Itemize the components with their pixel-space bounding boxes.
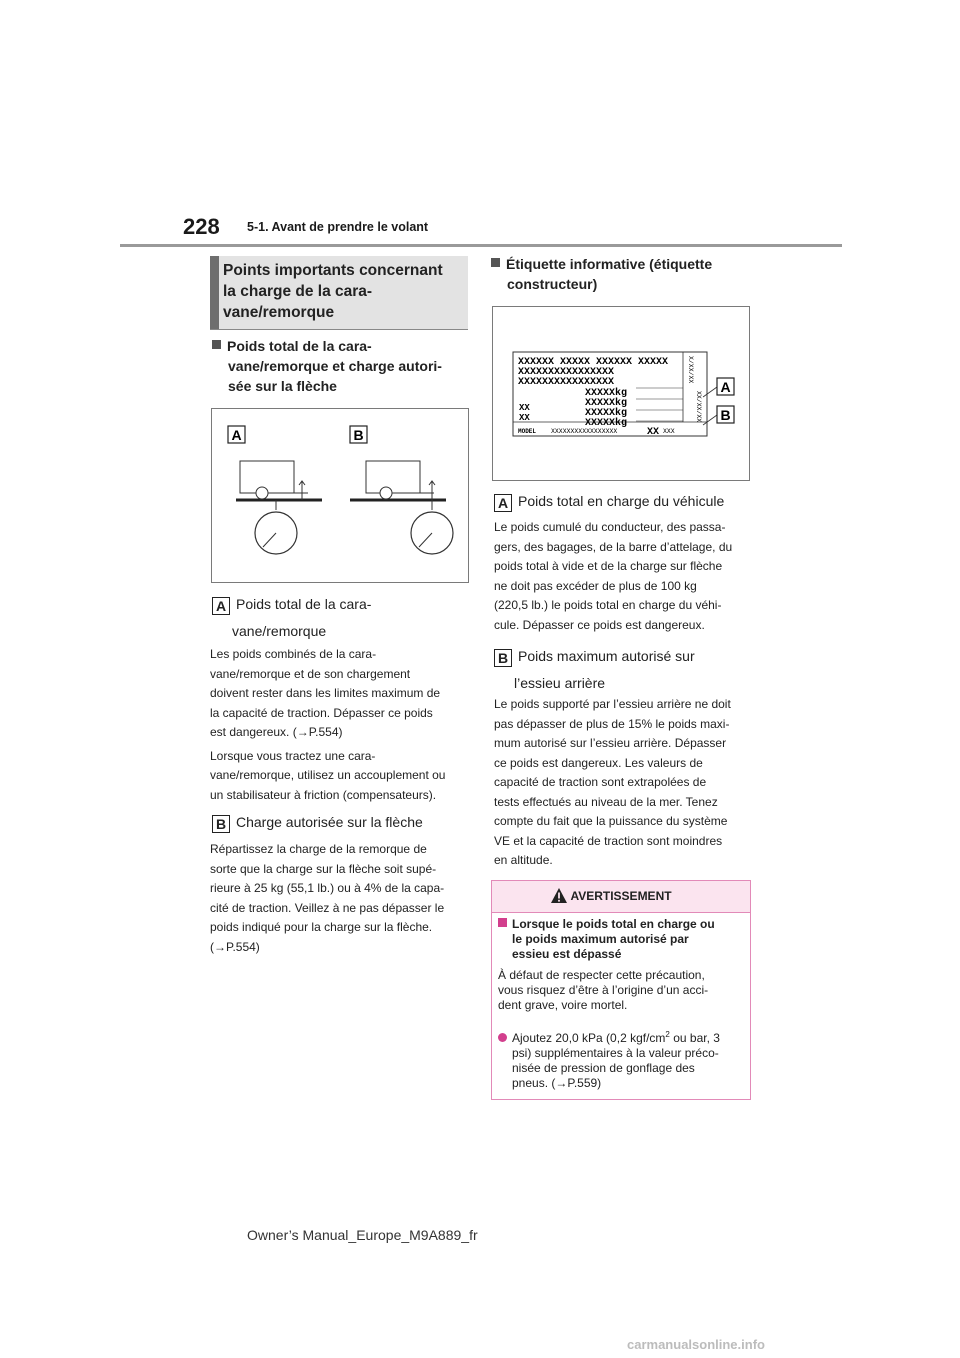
watermark: carmanualsonline.info [627,1337,765,1352]
plate-kg-row: XXXXXkg [585,408,628,419]
plate-kg-row: XXXXXkg [585,418,628,429]
para-line: mum autorisé sur l’essieu arrière. Dépasser [494,736,727,750]
warning-head-line: essieu est dépassé [512,947,622,961]
topic-bar [210,256,219,329]
trailer-figure [211,408,469,583]
right-item-a-label [494,491,764,512]
warning-header [492,881,750,913]
section-title: 5-1. Avant de prendre le volant [247,220,429,234]
left-subheading [212,336,472,396]
para-line: Le poids cumulé du conducteur, des passa- [494,520,726,534]
para-line: Répartissez la charge de la remorque de [210,842,427,856]
plate-callout-b: B [720,407,731,423]
right-item-b-paragraph [494,695,760,871]
para-line: poids indiqué pour la charge sur la flèche. [210,920,433,934]
plate-row: XXXXXXXXXXXXXXXX [518,367,615,378]
para-line: compte du fait que la puissance du système [494,814,728,828]
warning-title: AVERTISSEMENT [570,889,672,903]
subhead-line: vane/remorque et charge autori- [228,358,442,374]
item-label-line: Poids total de la cara- [236,596,372,612]
letter-a-box: A [494,494,512,512]
trailer-a-icon [236,461,322,554]
topic-title-line: la charge de la cara- [223,283,373,300]
topic-title-line: vane/remorque [223,304,335,321]
para-line: pas dépasser de plus de 15% le poids maxi- [494,716,730,731]
right-subheading [491,254,761,294]
para-line: vane/remorque, utilisez un accouplement ou [210,768,446,782]
para-line: (220,5 lb.) le poids total en charge du véhi- [494,598,722,612]
square-bullet-icon [491,258,500,267]
plate-side-col: X/XX/XX [687,356,694,384]
info-label-figure [492,306,750,481]
warning-bullet-line: pneus. (→P.559) [512,1076,602,1090]
plate-model-value: XXXXXXXXXXXXXXXXX [551,428,618,435]
warning-body [498,968,746,1013]
para-line: doivent rester dans les limites maximum de [210,686,441,700]
document-footer: Owner’s Manual_Europe_M9A889_fr [247,1227,478,1243]
figure-label-a: A [231,427,242,443]
warning-body-line: À défaut de respecter cette précaution, [498,968,705,982]
para-line: Lorsque vous tractez une cara- [210,748,376,763]
para-line: vane/remorque et de son chargement [210,666,411,681]
plate-model-label: MODEL [518,428,537,435]
left-item-b-paragraph [210,840,472,957]
warning-box [491,880,751,1100]
manufacturer-plate-illustration [493,307,749,480]
para-line: VE et la capacité de traction sont moindres [494,833,723,848]
page-number: 228 [183,214,220,239]
plate-kg-row: XXXXXkg [585,398,628,409]
warning-body-line: dent grave, voire mortel. [498,998,628,1012]
warning-heading [498,917,746,962]
para-line: Le poids supporté par l’essieu arrière ne doit [494,697,731,711]
warning-bullet-text: Ajoutez 20,0 kPa (0,2 kgf/cm [512,1031,666,1045]
plate-callout-a: A [720,379,731,395]
para-line: sorte que la charge sur la flèche soit supé- [210,861,437,876]
trailer-b-icon [350,461,453,554]
right-item-b-label [494,646,764,693]
plate-row: XXXXXXXXXXXXXXXX [518,377,615,388]
plate-xx: XX [519,413,530,423]
para-line: cule. Dépasser ce poids est dangereux. [494,617,705,632]
header-rule [120,244,842,247]
warning-bullet-line: psi) supplémentaires à la valeur préco- [512,1046,719,1060]
para-line: est dangereux. (→P.554) [210,725,343,739]
plate-side-col: XX/XX/XX [695,391,702,423]
subhead-line: sée sur la flèche [228,378,337,394]
superscript: 2 [665,1030,670,1039]
letter-b-box: B [494,649,512,667]
para-line: Les poids combinés de la cara- [210,647,377,661]
para-line: poids total à vide et de la charge sur flèche [494,559,723,573]
item-label-line: vane/remorque [232,623,327,639]
item-label-line: Poids maximum autorisé sur [518,648,695,664]
plate-xx: XX [519,403,530,413]
topic-title-box [210,256,468,330]
para-line: ce poids est dangereux. Les valeurs de [494,755,703,770]
right-item-a-paragraph [494,518,760,635]
letter-b-box: B [212,815,230,833]
warning-bullet-line: nisée de pression de gonflage des [512,1061,695,1075]
subhead-line: Étiquette informative (étiquette [506,256,713,272]
para-line: (→P.554) [210,939,260,954]
letter-a-box: A [212,597,230,615]
warning-head-line: Lorsque le poids total en charge ou [512,917,715,931]
pink-square-bullet-icon [498,918,507,927]
plate-row: XXXXXX XXXXX XXXXXX XXXXX [518,357,669,368]
warning-bullet [498,1027,746,1091]
subhead-line: constructeur) [507,276,598,292]
square-bullet-icon [212,340,221,349]
topic-title-line: Points importants concernant [223,262,443,279]
para-line: un stabilisateur à friction (compensateurs). [210,787,437,802]
para-line: gers, des bagages, de la barre d’attelage, du [494,539,733,554]
item-label-line: l’essieu arrière [514,675,606,691]
para-line: tests effectués au niveau de la mer. Tenez [494,794,718,809]
left-item-a-paragraph [210,645,472,805]
item-label-line: Poids total en charge du véhicule [518,493,725,509]
left-item-b-label [212,812,472,833]
item-label-line: Charge autorisée sur la flèche [236,814,423,830]
para-line: rieure à 25 kg (55,1 lb.) ou à 4% de la capa- [210,881,445,895]
left-item-a-label [212,594,472,641]
trailer-weight-illustration [212,409,468,582]
warning-bullet-text: ou bar, 3 [669,1031,720,1045]
plate-model-xx: XX [647,427,660,438]
para-line: capacité de traction sont extrapolées de [494,775,707,789]
para-line: cité de traction. Veillez à ne pas dépasser le [210,900,445,915]
pink-dot-bullet-icon [498,1033,507,1042]
para-line: ne doit pas excéder de plus de 100 kg [494,578,697,593]
para-line: en altitude. [494,853,553,867]
plate-model-tail: XXX [663,428,675,435]
para-line: la capacité de traction. Dépasser ce poids [210,705,433,720]
subhead-line: Poids total de la cara- [227,338,372,354]
figure-label-b: B [353,427,364,443]
warning-body-line: vous risquez d’être à l’origine d’un acci- [498,983,709,997]
topic-title [223,260,443,323]
warning-head-line: le poids maximum autorisé par [512,932,689,946]
plate-kg-row: XXXXXkg [585,388,628,399]
